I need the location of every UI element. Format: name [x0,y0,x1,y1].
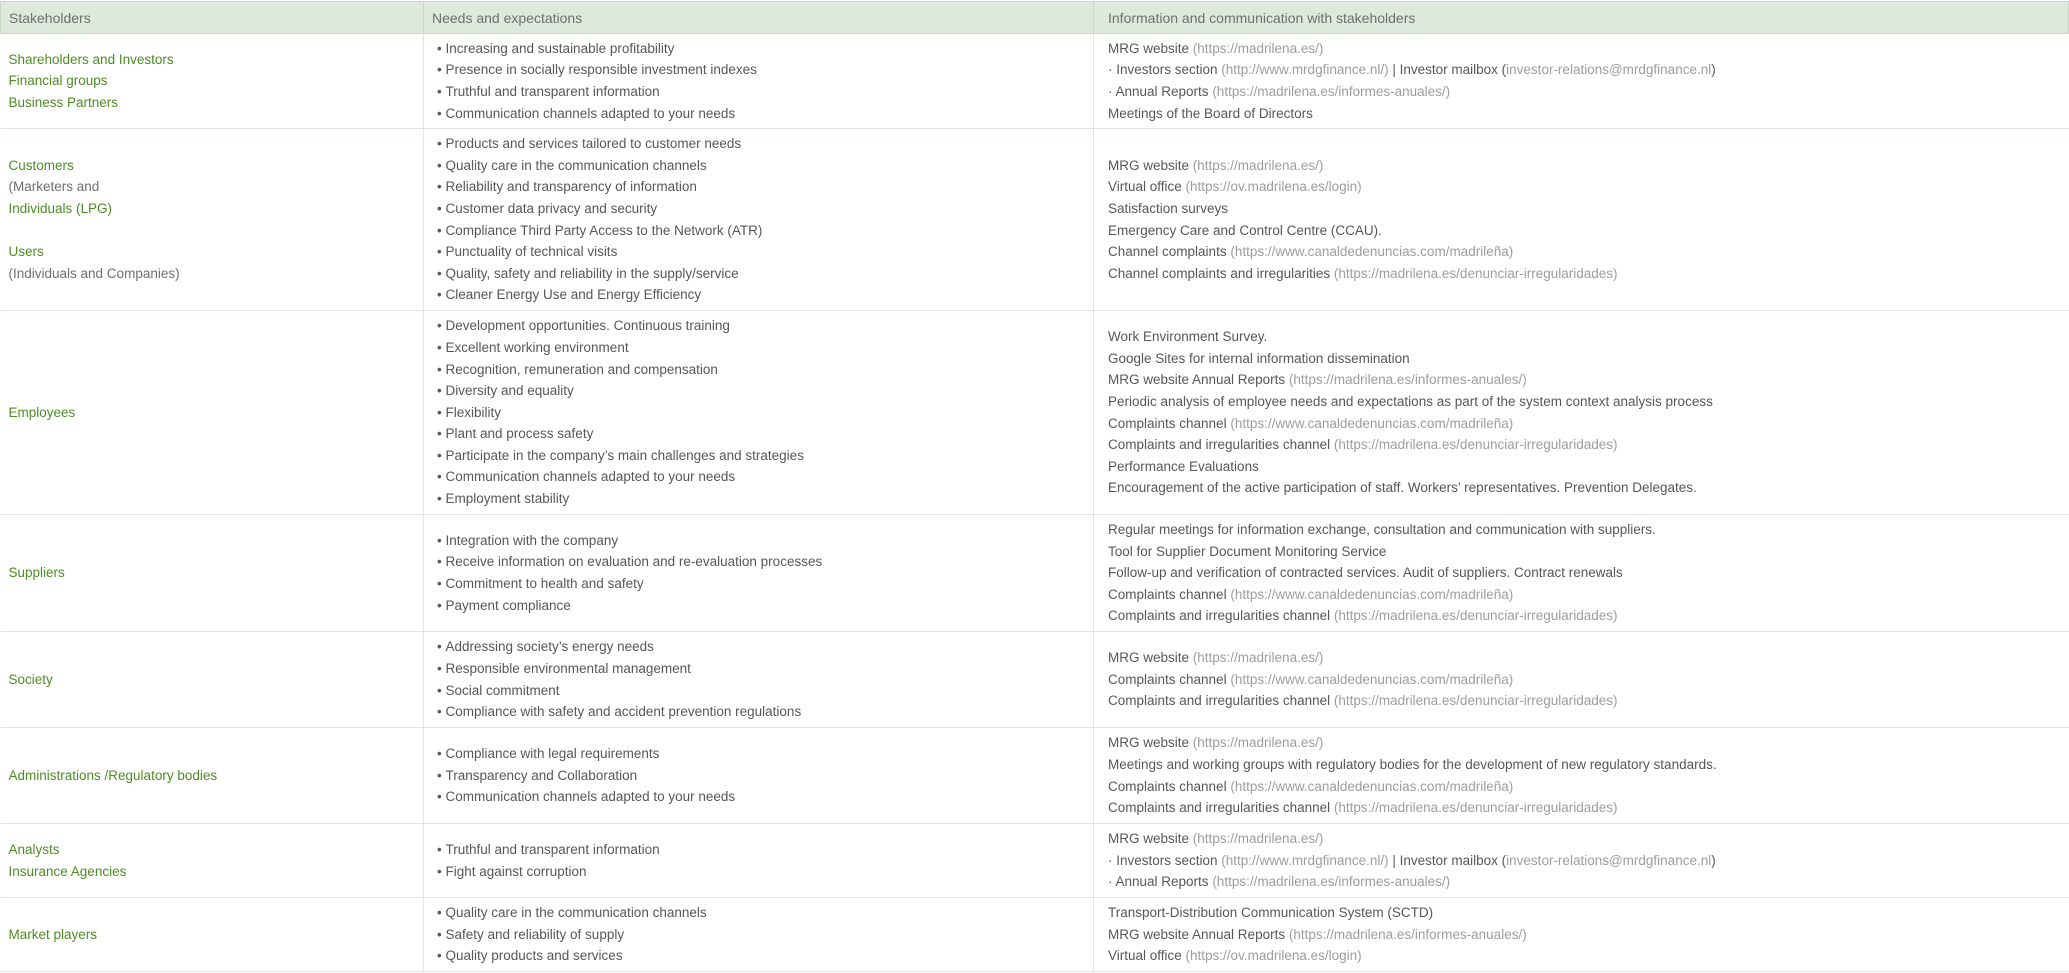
info-line [1108,456,2061,478]
info-text: Transport-Distribution Communication System (SCTD) [1108,905,1434,921]
need-item: • Excellent working environment [437,337,1085,359]
need-item: • Social commitment [437,680,1085,702]
info-link[interactable]: investor-relations@mrdgfinance.nl [1506,852,1712,868]
info-line [1108,647,2061,669]
needs-cell [424,632,1094,728]
table-row [1,898,2069,972]
info-line [1108,348,2061,370]
info-link[interactable]: (https://madrilena.es/denunciar-irregularidades) [1333,437,1618,453]
need-item: • Transparency and Collaboration [437,765,1085,787]
info-link[interactable]: (https://madrilena.es/denunciar-irregularidades) [1333,265,1618,281]
info-link[interactable]: (https://madrilena.es/denunciar-irregularidades) [1333,608,1618,624]
need-item: • Diversity and equality [437,380,1085,402]
stakeholder-name: Users [8,244,44,260]
need-item: • Development opportunities. Continuous training [437,315,1085,337]
info-text: Periodic analysis of employee needs and expectations as part of the system context analysis process [1108,393,1713,409]
need-item: • Increasing and sustainable profitability [437,38,1085,60]
need-item: • Integration with the company [437,530,1085,552]
info-line [1108,776,2061,798]
table-header-row [1,2,2069,34]
info-text: MRG website Annual Reports [1108,372,1289,388]
info-line [1108,263,2061,285]
info-text: MRG website [1108,650,1193,666]
table-row [1,728,2069,824]
info-text: MRG website [1108,831,1193,847]
need-item: • Punctuality of technical visits [437,241,1085,263]
info-line [1108,690,2061,712]
info-line [1108,198,2061,220]
stakeholder-name: Business Partners [8,94,119,110]
info-line [1108,519,2061,541]
info-text: Complaints and irregularities channel [1108,437,1334,453]
info-link[interactable]: (https://www.canaldedenuncias.com/madrileña) [1230,671,1514,687]
info-text: · Investors section [1108,852,1222,868]
information-cell [1094,728,2069,824]
info-line [1108,669,2061,691]
stakeholder-name: Financial groups [8,73,108,89]
info-link[interactable]: (https://madrilena.es/) [1192,40,1324,56]
info-text: Virtual office [1108,948,1186,964]
info-line [1108,562,2061,584]
info-link[interactable]: (https://ov.madrilena.es/login) [1185,948,1362,964]
info-line [1108,326,2061,348]
needs-cell [424,728,1094,824]
info-text: Complaints channel [1108,778,1231,794]
need-item: • Truthful and transparent information [437,81,1085,103]
info-link[interactable]: (https://www.canaldedenuncias.com/madrileña) [1230,778,1514,794]
needs-cell [424,824,1094,898]
info-line [1108,176,2061,198]
stakeholder-cell [1,898,424,972]
info-text: MRG website [1108,157,1193,173]
stakeholder-name: Customers [8,157,74,173]
need-item: • Truthful and transparent information [437,839,1085,861]
info-text: | Investor mailbox ( [1388,62,1507,78]
info-text: · Annual Reports [1108,874,1213,890]
info-text: Tool for Supplier Document Monitoring Service [1108,543,1387,559]
stakeholder-cell [1,129,424,311]
info-line [1108,797,2061,819]
info-text: Encouragement of the active participation of staff. Workers’ representatives. Prevention Delegates. [1108,480,1697,496]
info-link[interactable]: (https://madrilena.es/) [1192,831,1324,847]
need-item: • Products and services tailored to customer needs [437,133,1085,155]
need-item: • Communication channels adapted to your needs [437,786,1085,808]
need-item: • Payment compliance [437,595,1085,617]
info-link[interactable]: (http://www.mrdgfinance.nl/) [1221,62,1389,78]
info-text: Meetings of the Board of Directors [1108,105,1313,121]
info-line [1108,850,2061,872]
info-link[interactable]: (https://ov.madrilena.es/login) [1185,179,1362,195]
need-item: • Employment stability [437,488,1085,510]
stakeholder-name: Market players [8,926,98,942]
needs-cell [424,34,1094,129]
info-line [1108,434,2061,456]
info-text: Meetings and working groups with regulatory bodies for the development of new regulatory standards. [1108,756,1717,772]
stakeholder-name: Shareholders and Investors [8,51,174,67]
stakeholders-table [0,1,2069,972]
stakeholder-cell [1,824,424,898]
info-link[interactable]: (https://madrilena.es/) [1192,735,1324,751]
info-link[interactable]: (https://madrilena.es/informes-anuales/) [1212,84,1451,99]
info-line [1108,945,2061,967]
need-item: • Customer data privacy and security [437,198,1085,220]
info-link[interactable]: (https://madrilena.es/informes-anuales/) [1288,372,1527,388]
table-row [1,632,2069,728]
need-item: • Compliance Third Party Access to the Network (ATR) [437,220,1085,242]
needs-cell [424,311,1094,515]
need-item: • Compliance with legal requirements [437,743,1085,765]
table-row [1,515,2069,632]
info-text: ) [1711,852,1716,868]
information-cell [1094,898,2069,972]
need-item: • Quality, safety and reliability in the supply/service [437,263,1085,285]
info-text: Emergency Care and Control Centre (CCAU). [1108,222,1382,238]
info-line [1108,155,2061,177]
needs-cell [424,898,1094,972]
stakeholder-cell [1,34,424,129]
table-row [1,311,2069,515]
info-line [1108,391,2061,413]
info-line [1108,103,2061,125]
stakeholder-cell [1,311,424,515]
need-item: • Receive information on evaluation and re-evaluation processes [437,551,1085,573]
need-item: • Compliance with safety and accident prevention regulations [437,701,1085,723]
stakeholder-name: Insurance Agencies [8,863,127,879]
need-item: • Addressing society’s energy needs [437,636,1085,658]
need-item: • Recognition, remuneration and compensation [437,359,1085,381]
need-item: • Quality products and services [437,945,1085,967]
info-link[interactable]: (https://madrilena.es/informes-anuales/) [1288,926,1527,942]
info-text: Complaints channel [1108,671,1231,687]
info-link[interactable]: (https://madrilena.es/denunciar-irregularidades) [1333,800,1618,816]
info-text: Complaints and irregularities channel [1108,693,1334,709]
info-text: Google Sites for internal information dissemination [1108,350,1410,366]
info-line [1108,413,2061,435]
info-text: Regular meetings for information exchange, consultation and communication with suppliers. [1108,522,1656,538]
need-item: • Commitment to health and safety [437,573,1085,595]
info-text: MRG website [1108,40,1193,56]
info-text: Virtual office [1108,179,1186,195]
need-item: • Presence in socially responsible investment indexes [437,59,1085,81]
header-needs: Needs and expectations [424,2,1094,34]
info-line [1108,924,2061,946]
info-text: Complaints channel [1108,586,1231,602]
info-text: · Investors section [1108,62,1222,78]
info-text: | Investor mailbox ( [1388,852,1507,868]
information-cell [1094,34,2069,129]
info-text: Satisfaction surveys [1108,200,1229,216]
stakeholder-name: (Individuals and Companies) [8,265,180,281]
need-item: • Plant and process safety [437,423,1085,445]
information-cell [1094,311,2069,515]
needs-cell [424,129,1094,311]
info-text: MRG website Annual Reports [1108,926,1289,942]
stakeholder-name: Society [8,671,53,687]
need-item: • Communication channels adapted to your needs [437,466,1085,488]
info-link[interactable]: (http://www.mrdgfinance.nl/) [1221,852,1389,868]
info-line [1108,902,2061,924]
info-line [1108,871,2061,893]
info-link[interactable]: (https://madrilena.es/informes-anuales/) [1212,874,1451,890]
info-text: Complaints and irregularities channel [1108,608,1334,624]
info-line [1108,369,2061,391]
info-link[interactable]: (https://madrilena.es/) [1192,157,1324,173]
need-item: • Fight against corruption [437,861,1085,883]
stakeholder-name: (Marketers and [8,179,100,195]
stakeholder-name: Individuals (LPG) [8,200,113,216]
info-line [1108,605,2061,627]
info-text: MRG website [1108,735,1193,751]
info-text: Channel complaints and irregularities [1108,265,1334,281]
need-item: • Quality care in the communication channels [437,902,1085,924]
need-item: • Communication channels adapted to your needs [437,103,1085,125]
info-line [1108,220,2061,242]
information-cell [1094,632,2069,728]
header-information: Information and communication with stakeholders [1094,2,2069,34]
info-link[interactable]: (https://www.canaldedenuncias.com/madrileña) [1230,244,1514,260]
table-body [1,34,2069,972]
information-cell [1094,824,2069,898]
stakeholder-cell [1,728,424,824]
info-link[interactable]: (https://www.canaldedenuncias.com/madrileña) [1230,415,1514,431]
info-line [1108,81,2061,103]
info-line [1108,584,2061,606]
info-link[interactable]: (https://madrilena.es/) [1192,650,1324,666]
stakeholder-name: Analysts [8,841,60,857]
stakeholder-name: Suppliers [8,565,65,581]
table-row [1,129,2069,311]
need-item: • Quality care in the communication channels [437,155,1085,177]
info-text: Complaints and irregularities channel [1108,800,1334,816]
table-row [1,34,2069,129]
info-link[interactable]: investor-relations@mrdgfinance.nl [1506,62,1712,78]
info-link[interactable]: (https://www.canaldedenuncias.com/madrileña) [1230,586,1514,602]
need-item: • Participate in the company’s main challenges and strategies [437,445,1085,467]
information-cell [1094,515,2069,632]
info-line [1108,754,2061,776]
info-text: ) [1711,62,1716,78]
need-item: • Flexibility [437,402,1085,424]
info-text: Channel complaints [1108,244,1231,260]
need-item: • Cleaner Energy Use and Energy Efficiency [437,284,1085,306]
info-text: Follow-up and verification of contracted services. Audit of suppliers. Contract renewals [1108,565,1623,581]
information-cell [1094,129,2069,311]
header-stakeholders: Stakeholders [1,2,424,34]
needs-cell [424,515,1094,632]
need-item: • Safety and reliability of supply [437,924,1085,946]
info-text: · Annual Reports [1108,84,1213,99]
info-text: Work Environment Survey. [1108,329,1268,345]
info-line [1108,241,2061,263]
info-line [1108,828,2061,850]
info-line [1108,732,2061,754]
need-item: • Reliability and transparency of information [437,176,1085,198]
info-link[interactable]: (https://madrilena.es/denunciar-irregularidades) [1333,693,1618,709]
info-line [1108,477,2061,499]
stakeholder-cell [1,632,424,728]
need-item: • Responsible environmental management [437,658,1085,680]
stakeholder-cell [1,515,424,632]
stakeholder-name: Administrations /Regulatory bodies [8,767,218,783]
info-text: Performance Evaluations [1108,458,1259,474]
info-line [1108,59,2061,81]
stakeholder-name: Employees [8,404,76,420]
info-text: Complaints channel [1108,415,1231,431]
info-line [1108,38,2061,60]
info-line [1108,541,2061,563]
table-row [1,824,2069,898]
